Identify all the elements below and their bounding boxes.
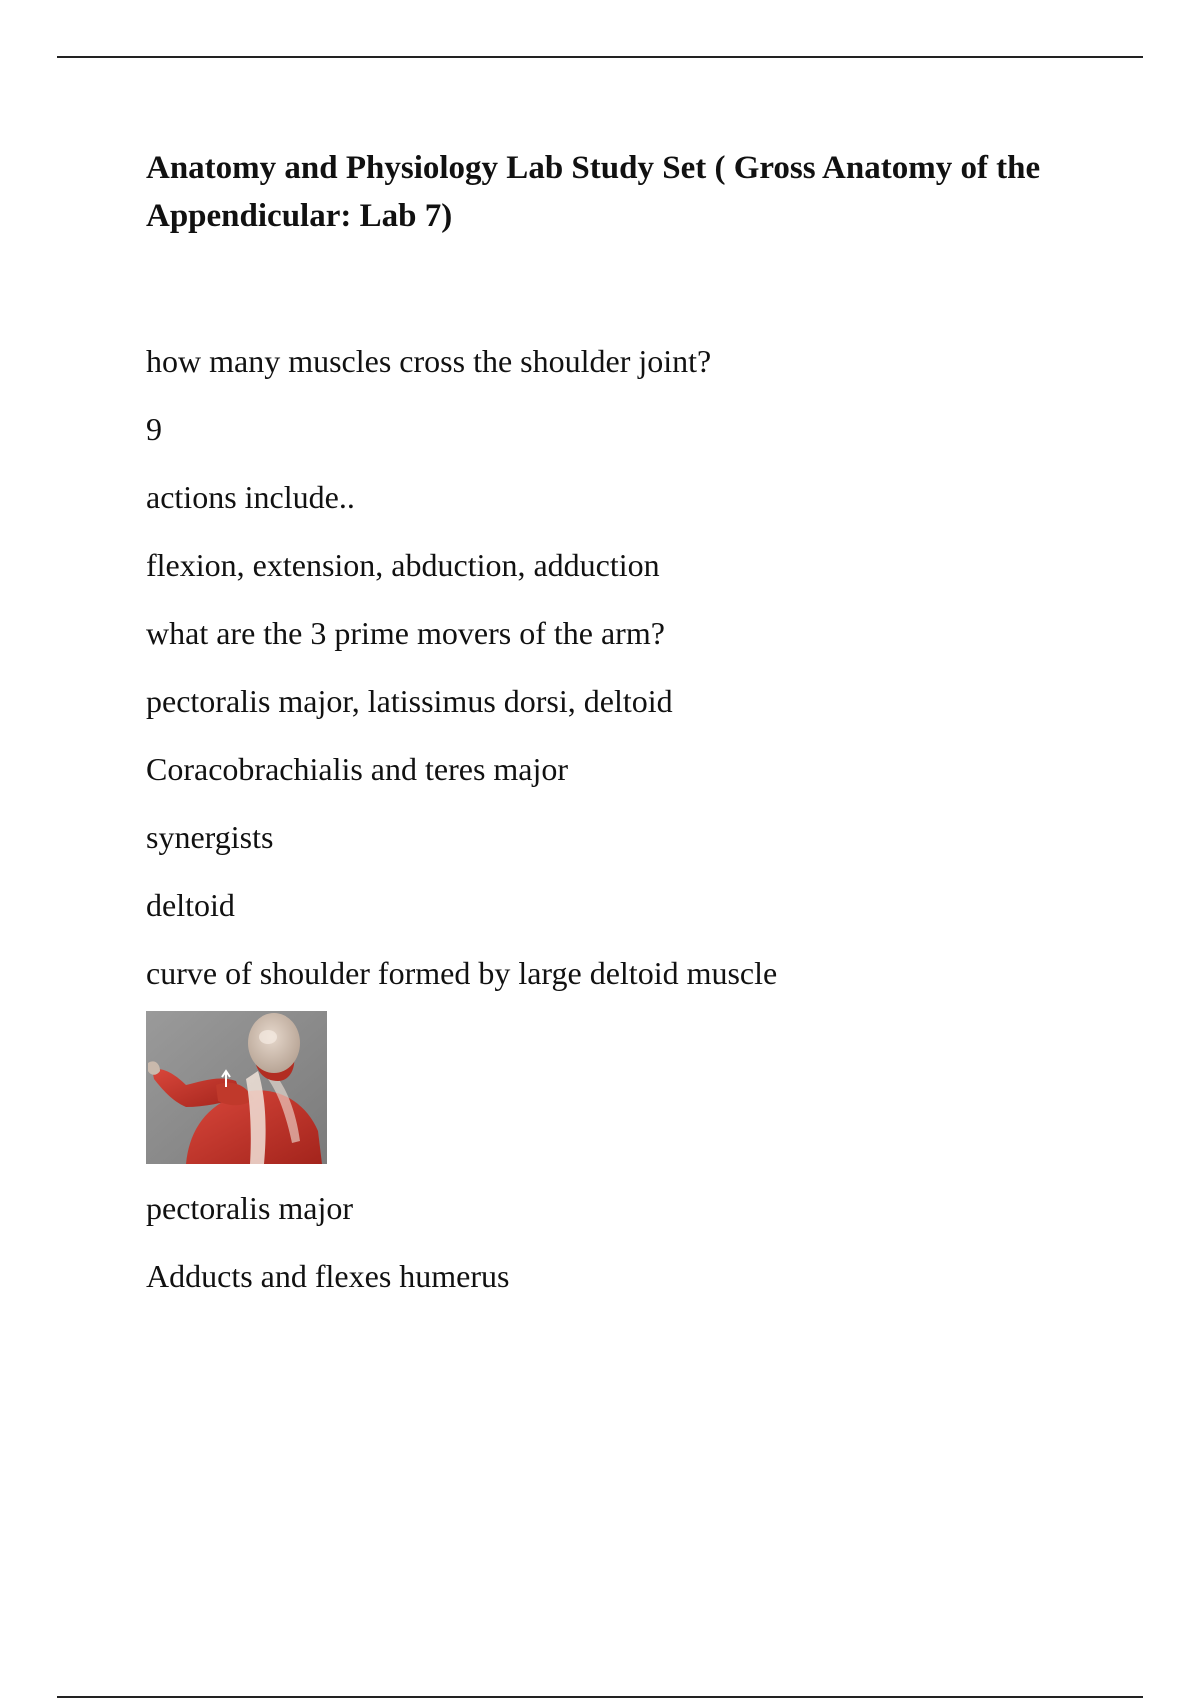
document-title: Anatomy and Physiology Lab Study Set ( Gross Anatomy of the Appendicular: Lab 7) [146,150,1041,234]
question-line: what are the 3 prime movers of the arm? [146,615,665,651]
question-line: how many muscles cross the shoulder joint? [146,343,712,379]
question-line: Coracobrachialis and teres major [146,751,569,787]
flashcard-list [146,327,1126,1310]
answer-line: flexion, extension, abduction, adduction [146,547,660,583]
question-line: actions include.. [146,479,355,515]
deltoid-muscle-figure [146,1011,327,1164]
footer-rule [57,1696,1143,1698]
answer-line: pectoralis major, latissimus dorsi, deltoid [146,683,673,719]
answer-line: 9 [146,411,162,447]
answer-line: synergists [146,819,274,855]
header-rule [57,56,1143,58]
question-line: pectoralis major [146,1190,354,1226]
answer-line: curve of shoulder formed by large deltoid muscle [146,955,778,991]
answer-line: Adducts and flexes humerus [146,1258,510,1294]
question-line: deltoid [146,887,235,923]
